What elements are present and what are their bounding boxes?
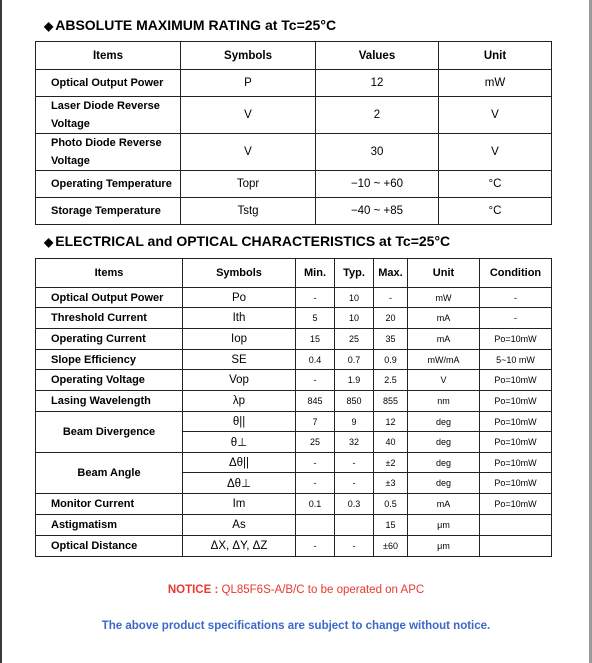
min-cell: -: [296, 288, 335, 308]
min-cell: 0.1: [296, 494, 335, 515]
header-items: Items: [36, 259, 183, 288]
item-cell: Photo Diode Reverse Voltage: [36, 134, 181, 171]
value-cell: −40 ~ +85: [316, 198, 439, 225]
condition-cell: Po=10mW: [480, 391, 552, 412]
unit-cell: μm: [408, 536, 480, 557]
diamond-bullet-icon: ◆: [44, 235, 54, 249]
condition-cell: Po=10mW: [480, 473, 552, 494]
item-cell: Operating Voltage: [36, 370, 183, 391]
item-cell: Optical Output Power: [36, 70, 181, 97]
table-row: [36, 391, 552, 412]
condition-cell: [480, 536, 552, 557]
condition-cell: Po=10mW: [480, 370, 552, 391]
header-unit: Unit: [439, 42, 552, 70]
typ-cell: 0.3: [335, 494, 374, 515]
value-cell: 2: [316, 97, 439, 134]
max-cell: 0.9: [374, 350, 408, 370]
typ-cell: 1.9: [335, 370, 374, 391]
header-condition: Condition: [480, 259, 552, 288]
abs-max-section-title: [44, 17, 336, 33]
unit-cell: V: [408, 370, 480, 391]
unit-cell: °C: [439, 198, 552, 225]
table-header-row: [36, 259, 552, 288]
item-cell: Operating Current: [36, 329, 183, 350]
max-cell: 855: [374, 391, 408, 412]
header-unit: Unit: [408, 259, 480, 288]
min-cell: 25: [296, 432, 335, 453]
header-symbols: Symbols: [181, 42, 316, 70]
symbol-cell: Im: [183, 494, 296, 515]
electrical-table: [35, 258, 552, 557]
unit-cell: mA: [408, 329, 480, 350]
table-row: [36, 412, 552, 432]
unit-cell: deg: [408, 453, 480, 473]
symbol-cell: λp: [183, 391, 296, 412]
max-cell: 35: [374, 329, 408, 350]
min-cell: [296, 515, 335, 536]
item-cell: Threshold Current: [36, 308, 183, 329]
unit-cell: °C: [439, 171, 552, 198]
max-cell: 20: [374, 308, 408, 329]
max-cell: 0.5: [374, 494, 408, 515]
table-row: [36, 288, 552, 308]
diamond-bullet-icon: ◆: [44, 19, 54, 33]
symbol-cell: V: [181, 134, 316, 171]
min-cell: 7: [296, 412, 335, 432]
symbol-cell: P: [181, 70, 316, 97]
symbol-cell: Δθ||: [183, 453, 296, 473]
typ-cell: -: [335, 473, 374, 494]
symbol-cell: Tstg: [181, 198, 316, 225]
item-cell-beam-divergence: Beam Divergence: [36, 412, 183, 453]
condition-cell: -: [480, 308, 552, 329]
symbol-cell: As: [183, 515, 296, 536]
symbol-cell: Iop: [183, 329, 296, 350]
symbol-cell: Topr: [181, 171, 316, 198]
max-cell: 12: [374, 412, 408, 432]
typ-cell: -: [335, 536, 374, 557]
abs-max-title-text: ABSOLUTE MAXIMUM RATING at Tc=25°C: [55, 17, 337, 33]
typ-cell: 850: [335, 391, 374, 412]
item-cell: Storage Temperature: [36, 198, 181, 225]
item-cell: Optical Distance: [36, 536, 183, 557]
item-cell: Operating Temperature: [36, 171, 181, 198]
table-row: [36, 453, 552, 473]
typ-cell: 10: [335, 308, 374, 329]
min-cell: 15: [296, 329, 335, 350]
symbol-cell: ΔX, ΔY, ΔZ: [183, 536, 296, 557]
symbol-cell: SE: [183, 350, 296, 370]
max-cell: 2.5: [374, 370, 408, 391]
min-cell: -: [296, 453, 335, 473]
table-row: [36, 350, 552, 370]
typ-cell: 9: [335, 412, 374, 432]
table-row: [36, 97, 552, 134]
item-cell: Laser Diode Reverse Voltage: [36, 97, 181, 134]
notice-label: NOTICE :: [167, 584, 219, 596]
unit-cell: mW: [408, 288, 480, 308]
unit-cell: deg: [408, 473, 480, 494]
unit-cell: μm: [408, 515, 480, 536]
typ-cell: 10: [335, 288, 374, 308]
symbol-cell: Po: [183, 288, 296, 308]
value-cell: 12: [316, 70, 439, 97]
symbol-cell: θ⊥: [183, 432, 296, 453]
electrical-section-title: [44, 233, 450, 249]
max-cell: ±2: [374, 453, 408, 473]
header-typ: Typ.: [335, 259, 374, 288]
condition-cell: [480, 515, 552, 536]
table-row: [36, 308, 552, 329]
header-values: Values: [316, 42, 439, 70]
table-row: [36, 171, 552, 198]
table-row: [36, 134, 552, 171]
header-min: Min.: [296, 259, 335, 288]
symbol-cell: Ith: [183, 308, 296, 329]
condition-cell: -: [480, 288, 552, 308]
table-header-row: [36, 42, 552, 70]
condition-cell: Po=10mW: [480, 412, 552, 432]
min-cell: -: [296, 473, 335, 494]
condition-cell: 5~10 mW: [480, 350, 552, 370]
condition-cell: Po=10mW: [480, 329, 552, 350]
table-row: [36, 198, 552, 225]
value-cell: −10 ~ +60: [316, 171, 439, 198]
condition-cell: Po=10mW: [480, 494, 552, 515]
max-cell: 15: [374, 515, 408, 536]
table-row: [36, 536, 552, 557]
min-cell: 845: [296, 391, 335, 412]
typ-cell: 0.7: [335, 350, 374, 370]
table-row: [36, 515, 552, 536]
unit-cell: nm: [408, 391, 480, 412]
notice-text: QL85F6S-A/B/C to be operated on APC: [221, 584, 425, 596]
item-cell: Slope Efficiency: [36, 350, 183, 370]
typ-cell: -: [335, 453, 374, 473]
unit-cell: deg: [408, 412, 480, 432]
value-cell: 30: [316, 134, 439, 171]
min-cell: -: [296, 536, 335, 557]
unit-cell: deg: [408, 432, 480, 453]
disclaimer-text: The above product specifications are subject to change without notice.: [101, 620, 491, 632]
typ-cell: 32: [335, 432, 374, 453]
header-max: Max.: [374, 259, 408, 288]
condition-cell: Po=10mW: [480, 453, 552, 473]
min-cell: -: [296, 370, 335, 391]
header-items: Items: [36, 42, 181, 70]
symbol-cell: Δθ⊥: [183, 473, 296, 494]
left-border-rule: [0, 0, 2, 663]
unit-cell: V: [439, 97, 552, 134]
notice-line: [0, 584, 592, 596]
table-row: [36, 494, 552, 515]
symbol-cell: V: [181, 97, 316, 134]
unit-cell: V: [439, 134, 552, 171]
unit-cell: mA: [408, 308, 480, 329]
symbol-cell: Vop: [183, 370, 296, 391]
typ-cell: [335, 515, 374, 536]
symbol-cell: θ||: [183, 412, 296, 432]
min-cell: 5: [296, 308, 335, 329]
unit-cell: mW: [439, 70, 552, 97]
header-symbols: Symbols: [183, 259, 296, 288]
item-cell: Astigmatism: [36, 515, 183, 536]
max-cell: -: [374, 288, 408, 308]
item-cell: Optical Output Power: [36, 288, 183, 308]
max-cell: 40: [374, 432, 408, 453]
electrical-title-text: ELECTRICAL and OPTICAL CHARACTERISTICS at Tc=25°C: [55, 233, 451, 249]
item-cell-beam-angle: Beam Angle: [36, 453, 183, 494]
typ-cell: 25: [335, 329, 374, 350]
item-cell: Monitor Current: [36, 494, 183, 515]
condition-cell: Po=10mW: [480, 432, 552, 453]
table-row: [36, 370, 552, 391]
max-cell: ±3: [374, 473, 408, 494]
table-row: [36, 70, 552, 97]
unit-cell: mW/mA: [408, 350, 480, 370]
max-cell: ±60: [374, 536, 408, 557]
abs-max-table: [35, 41, 552, 225]
item-cell: Lasing Wavelength: [36, 391, 183, 412]
unit-cell: mA: [408, 494, 480, 515]
min-cell: 0.4: [296, 350, 335, 370]
table-row: [36, 329, 552, 350]
